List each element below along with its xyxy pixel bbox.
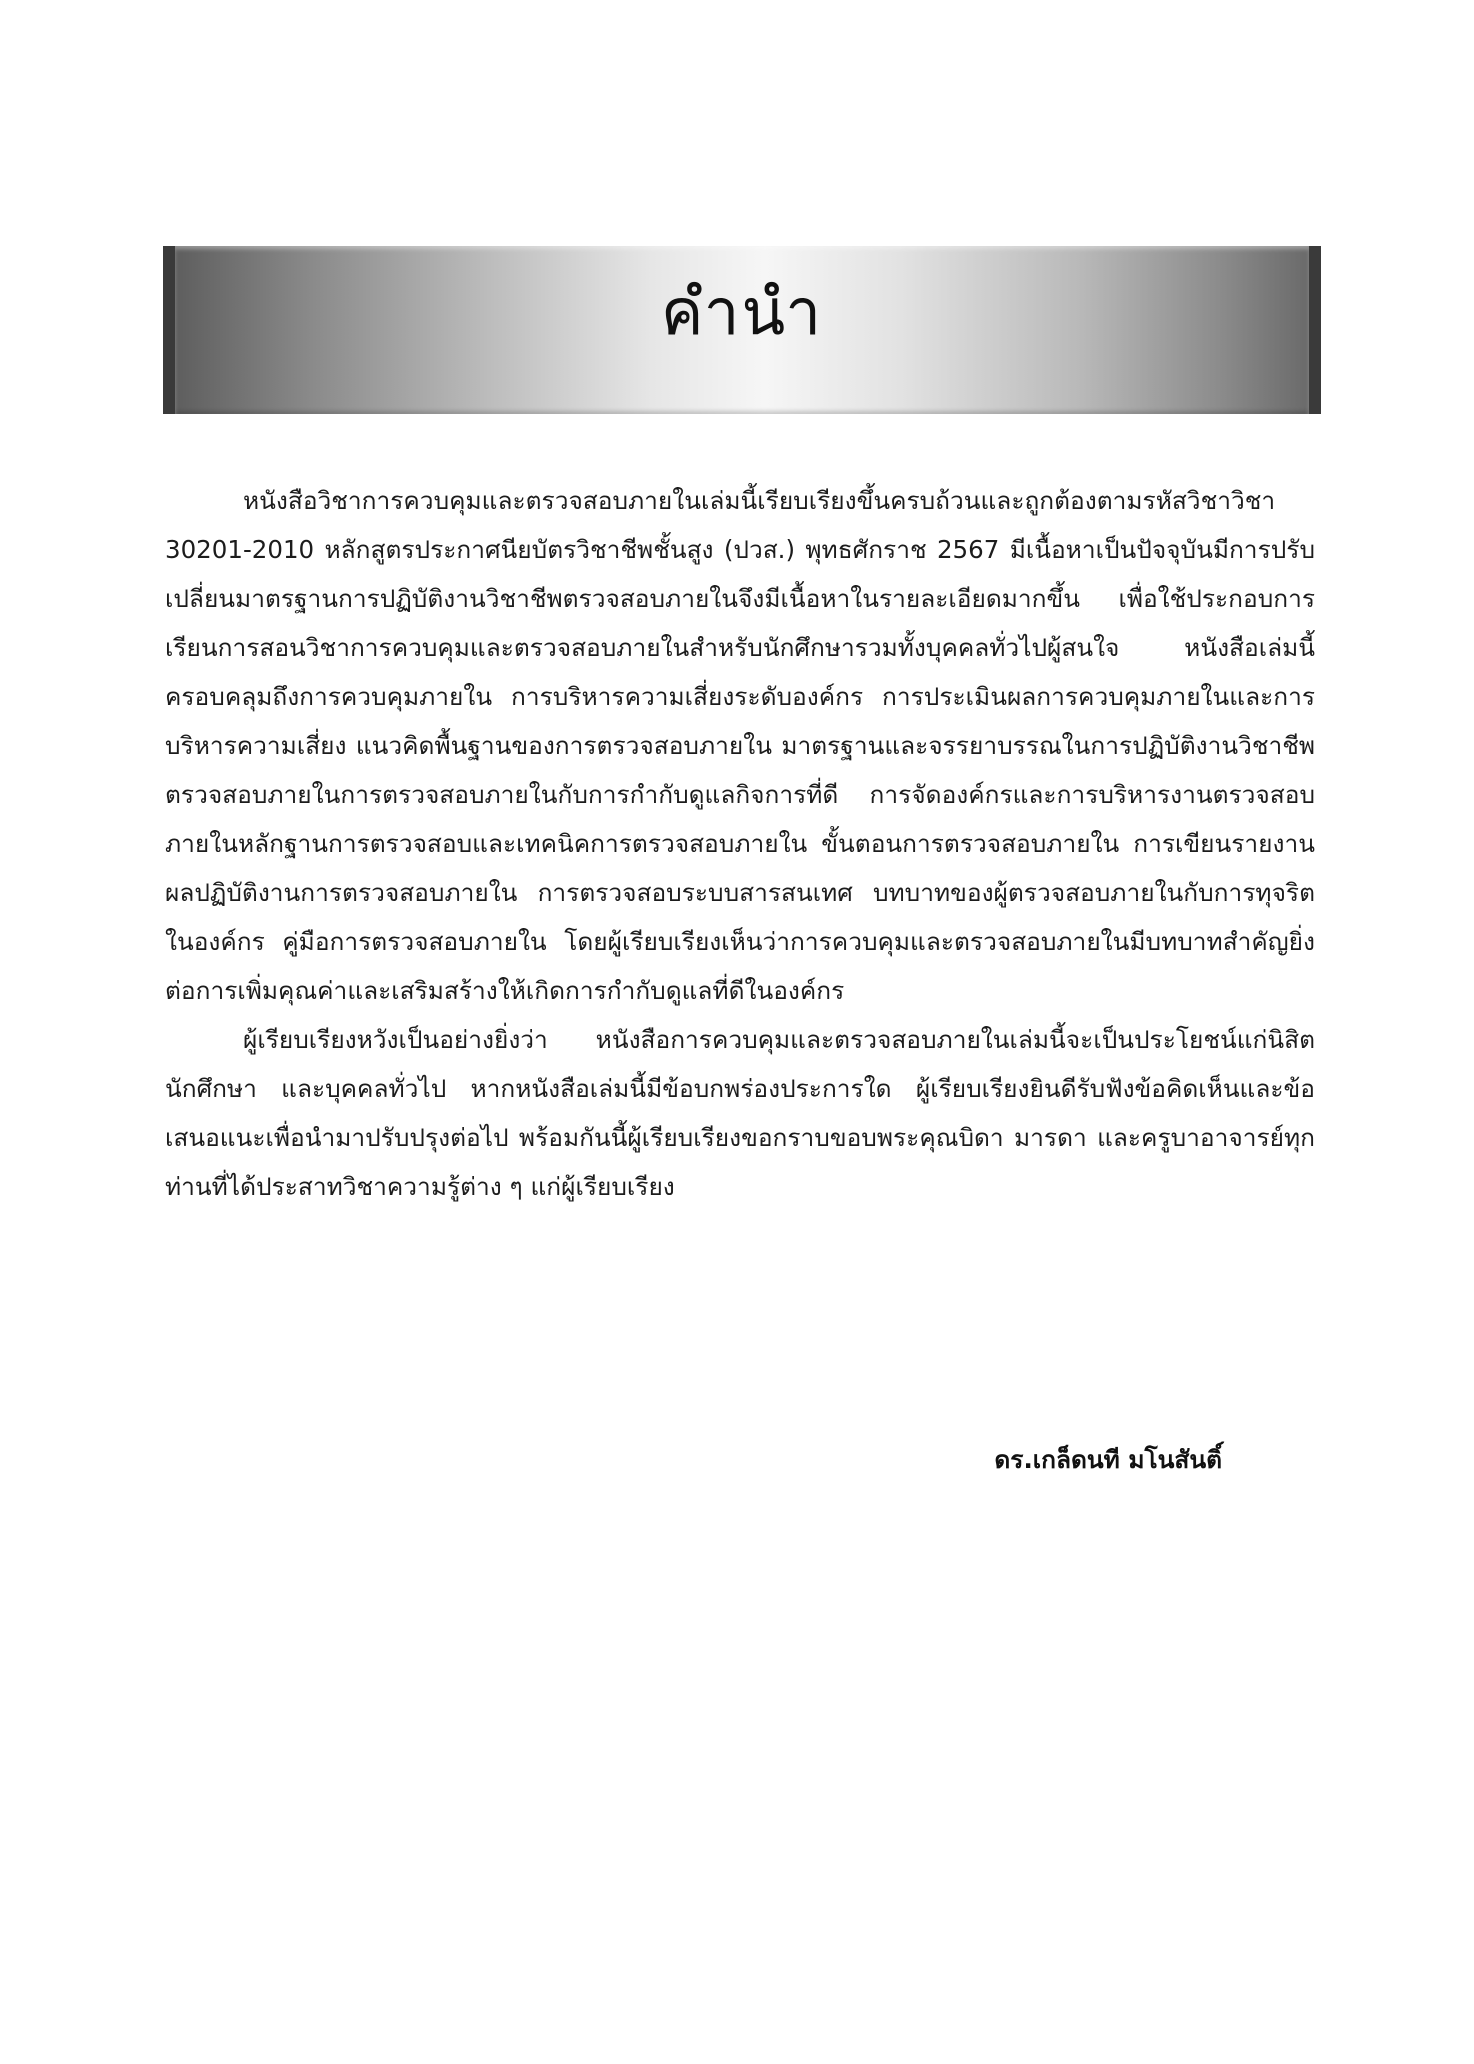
- preface-paragraph-2: ผู้เรียบเรียงหวังเป็นอย่างยิ่งว่า หนังสือการควบคุมและตรวจสอบภายในเล่มนี้จะเป็นประโยชน์แก่นิสิต นักศึกษา และบุคคลทั่วไป หากหนังสือเล่มนี้มีข้อบกพร่องประการใด ผู้เรียบเรียงยินดีรับฟังข้อคิดเห็นและข้อเสนอแนะเพื่อนำมาปรับปรุงต่อไป พร้อมกันนี้ผู้เรียบเรียงขอกราบขอบพระคุณบิดา มารดา และครูบาอาจารย์ทุกท่านที่ได้ประสาทวิชาความรู้ต่าง ๆ แก่ผู้เรียบเรียง: [165, 1025, 1315, 1201]
- preface-paragraph-1: หนังสือวิชาการควบคุมและตรวจสอบภายในเล่มนี้เรียบเรียงขึ้นครบถ้วนและถูกต้องตามรหัสวิชาวิชา 30201-2010 หลักสูตรประกาศนียบัตรวิชาชีพชั้นสูง (ปวส.) พุทธศักราช 2567 มีเนื้อหาเป็นปัจจุบันมีการปรับเปลี่ยนมาตรฐานการปฏิบัติงานวิชาชีพตรวจสอบภายในจึงมีเนื้อหาในรายละเอียดมากขึ้น เพื่อใช้ประกอบการเรียนการสอนวิชาการควบคุมและตรวจสอบภายในสำหรับนักศึกษารวมทั้งบุคคลทั่วไปผู้สนใจ หนังสือเล่มนี้ครอบคลุมถึงการควบคุมภายใน การบริหารความเสี่ยงระดับองค์กร การประเมินผลการควบคุมภายในและการบริหารความเสี่ยง แนวคิดพื้นฐานของการตรวจสอบภายใน มาตรฐานและจรรยาบรรณในการปฏิบัติงานวิชาชีพตรวจสอบภายในการตรวจสอบภายในกับการกำกับดูแลกิจการที่ดี การจัดองค์กรและการบริหารงานตรวจสอบภายในหลักฐานการตรวจสอบและเทคนิคการตรวจสอบภายใน ขั้นตอนการตรวจสอบภายใน การเขียนรายงานผลปฏิบัติงานการตรวจสอบภายใน การตรวจสอบระบบสารสนเทศ บทบาทของผู้ตรวจสอบภายในกับการทุจริตในองค์กร คู่มือการตรวจสอบภายใน โดยผู้เรียบเรียงเห็นว่าการควบคุมและตรวจสอบภายในมีบทบาทสำคัญยิ่งต่อการเพิ่มคุณค่าและเสริมสร้างให้เกิดการกำกับดูแลที่ดีในองค์กร: [165, 486, 1315, 1005]
- page-title: คำนำ: [660, 275, 824, 350]
- author-signature: ดร.เกล็ดนที มโนสันติ์: [994, 1445, 1222, 1474]
- title-banner: [163, 246, 1321, 414]
- preface-body: [165, 476, 1315, 1211]
